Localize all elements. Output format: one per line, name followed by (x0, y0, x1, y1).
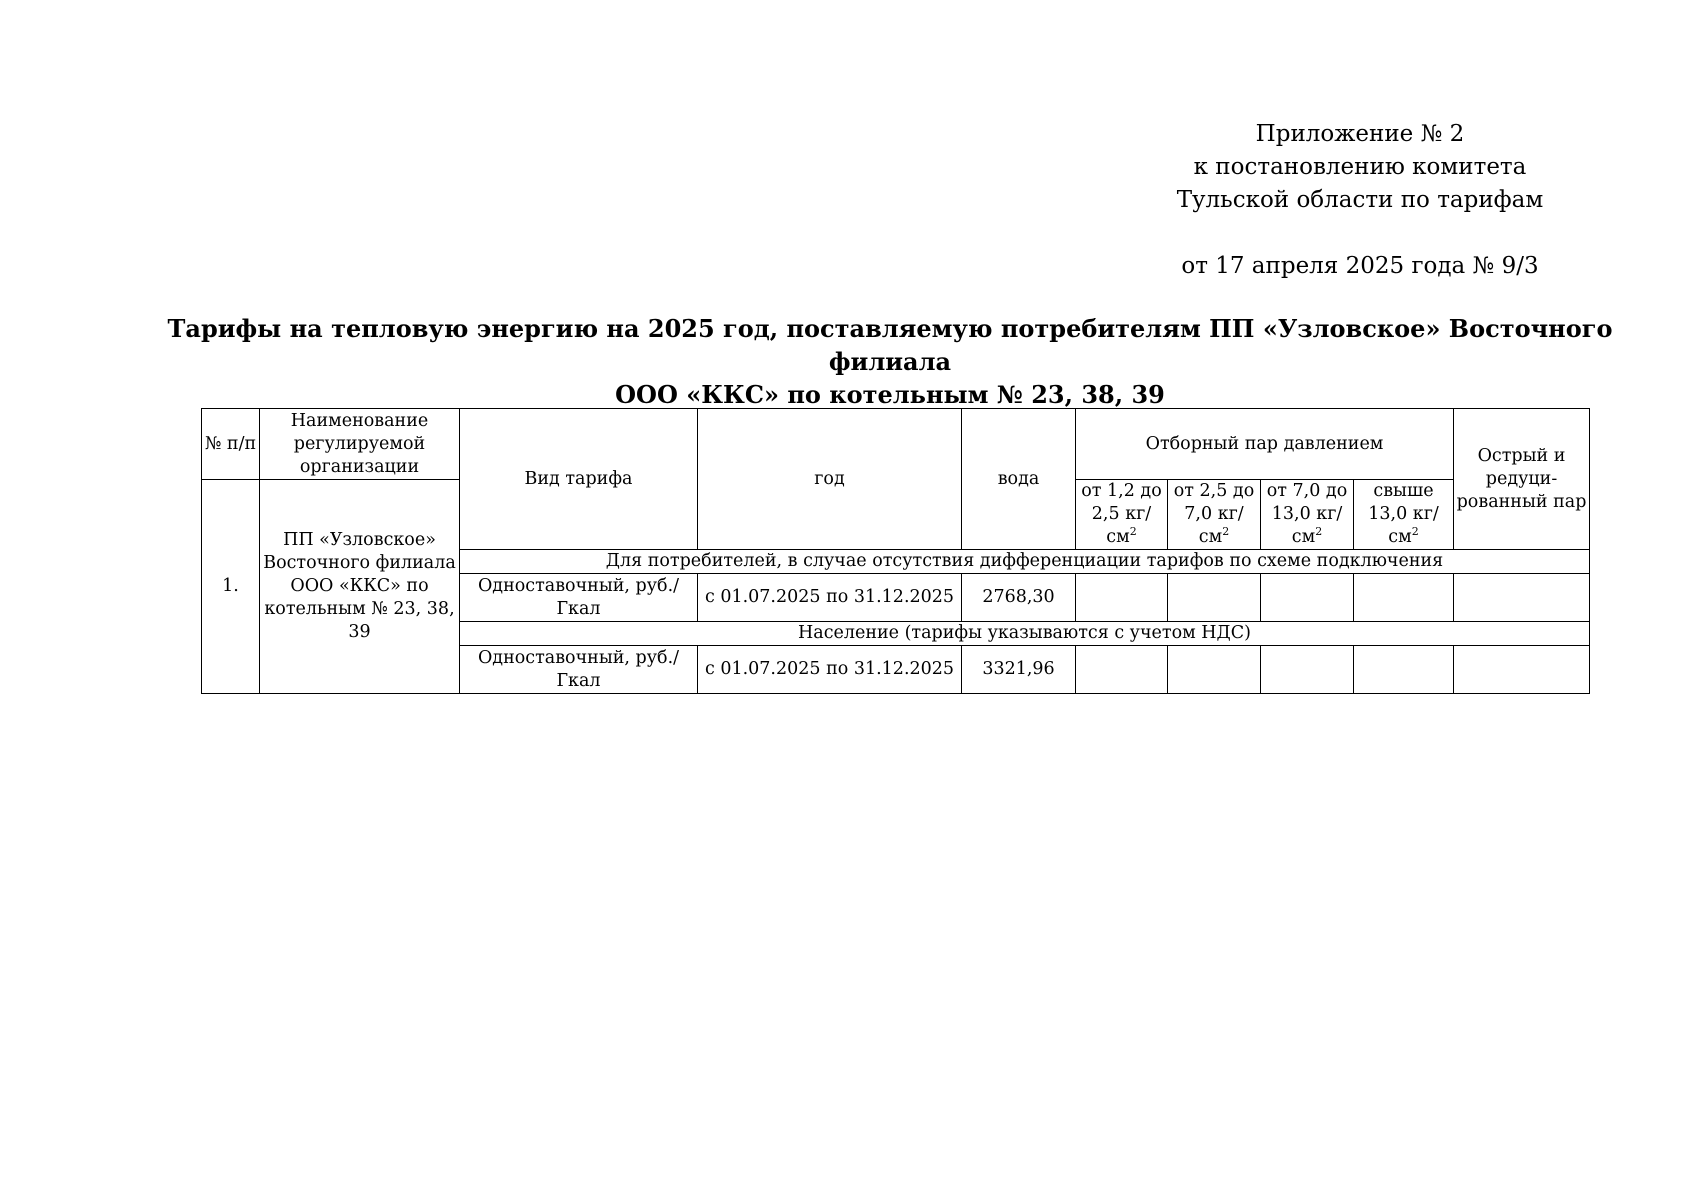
tariff-type-cell: Одноставочный, руб./Гкал (460, 646, 698, 694)
empty-cell (1354, 646, 1454, 694)
header-sharp-steam: Острый и редуци-рованный пар (1454, 409, 1590, 550)
water-value-cell: 3321,96 (962, 646, 1076, 694)
tariff-table (201, 408, 1590, 694)
empty-cell (1168, 646, 1261, 694)
title-line-2: ООО «ККС» по котельным № 23, 38, 39 (615, 380, 1165, 409)
empty-cell (1261, 646, 1354, 694)
empty-cell (1076, 646, 1168, 694)
annex-header (1150, 118, 1570, 283)
header-year: год (698, 409, 962, 550)
annex-number: Приложение № 2 (1255, 121, 1465, 147)
empty-cell (1454, 574, 1590, 622)
annex-reference: к постановлению комитета (1193, 154, 1527, 180)
empty-cell (1076, 574, 1168, 622)
annex-authority: Тульской области по тарифам (1176, 187, 1544, 213)
header-num: № п/п (202, 409, 260, 480)
row-number: 1. (202, 480, 260, 694)
header-row (202, 409, 1590, 480)
header-steam-3: от 7,0 до 13,0 $кг/см^2$ (1261, 480, 1354, 550)
section-title-general: Для потребителей, в случае отсутствия дифференциации тарифов по схеме подключения (460, 550, 1590, 574)
header-org: Наименование регулируемой организации (260, 409, 460, 480)
org-name: ПП «Узловское» Восточного филиала ООО «ККС» по котельным № 23, 38, 39 (260, 480, 460, 694)
empty-cell (1168, 574, 1261, 622)
title-line-1: Тарифы на тепловую энергию на 2025 год, поставляемую потребителям ПП «Узловское» Восточного филиала (167, 314, 1613, 376)
period-cell: с 01.07.2025 по 31.12.2025 (698, 646, 962, 694)
header-steam-1: от 1,2 до 2,5 $кг/см^2$ (1076, 480, 1168, 550)
empty-cell (1261, 574, 1354, 622)
header-tariff-type: Вид тарифа (460, 409, 698, 550)
empty-cell (1354, 574, 1454, 622)
period-cell: с 01.07.2025 по 31.12.2025 (698, 574, 962, 622)
annex-date: от 17 апреля 2025 года № 9/3 (1181, 253, 1539, 279)
header-steam-group: Отборный пар давлением (1076, 409, 1454, 480)
empty-cell (1454, 646, 1590, 694)
section-title-population: Население (тарифы указываются с учетом НДС) (460, 622, 1590, 646)
header-water: вода (962, 409, 1076, 550)
document-title (150, 312, 1630, 411)
header-steam-4: свыше 13,0 $кг/см^2$ (1354, 480, 1454, 550)
water-value-cell: 2768,30 (962, 574, 1076, 622)
header-steam-2: от 2,5 до 7,0 $кг/см^2$ (1168, 480, 1261, 550)
tariff-type-cell: Одноставочный, руб./Гкал (460, 574, 698, 622)
